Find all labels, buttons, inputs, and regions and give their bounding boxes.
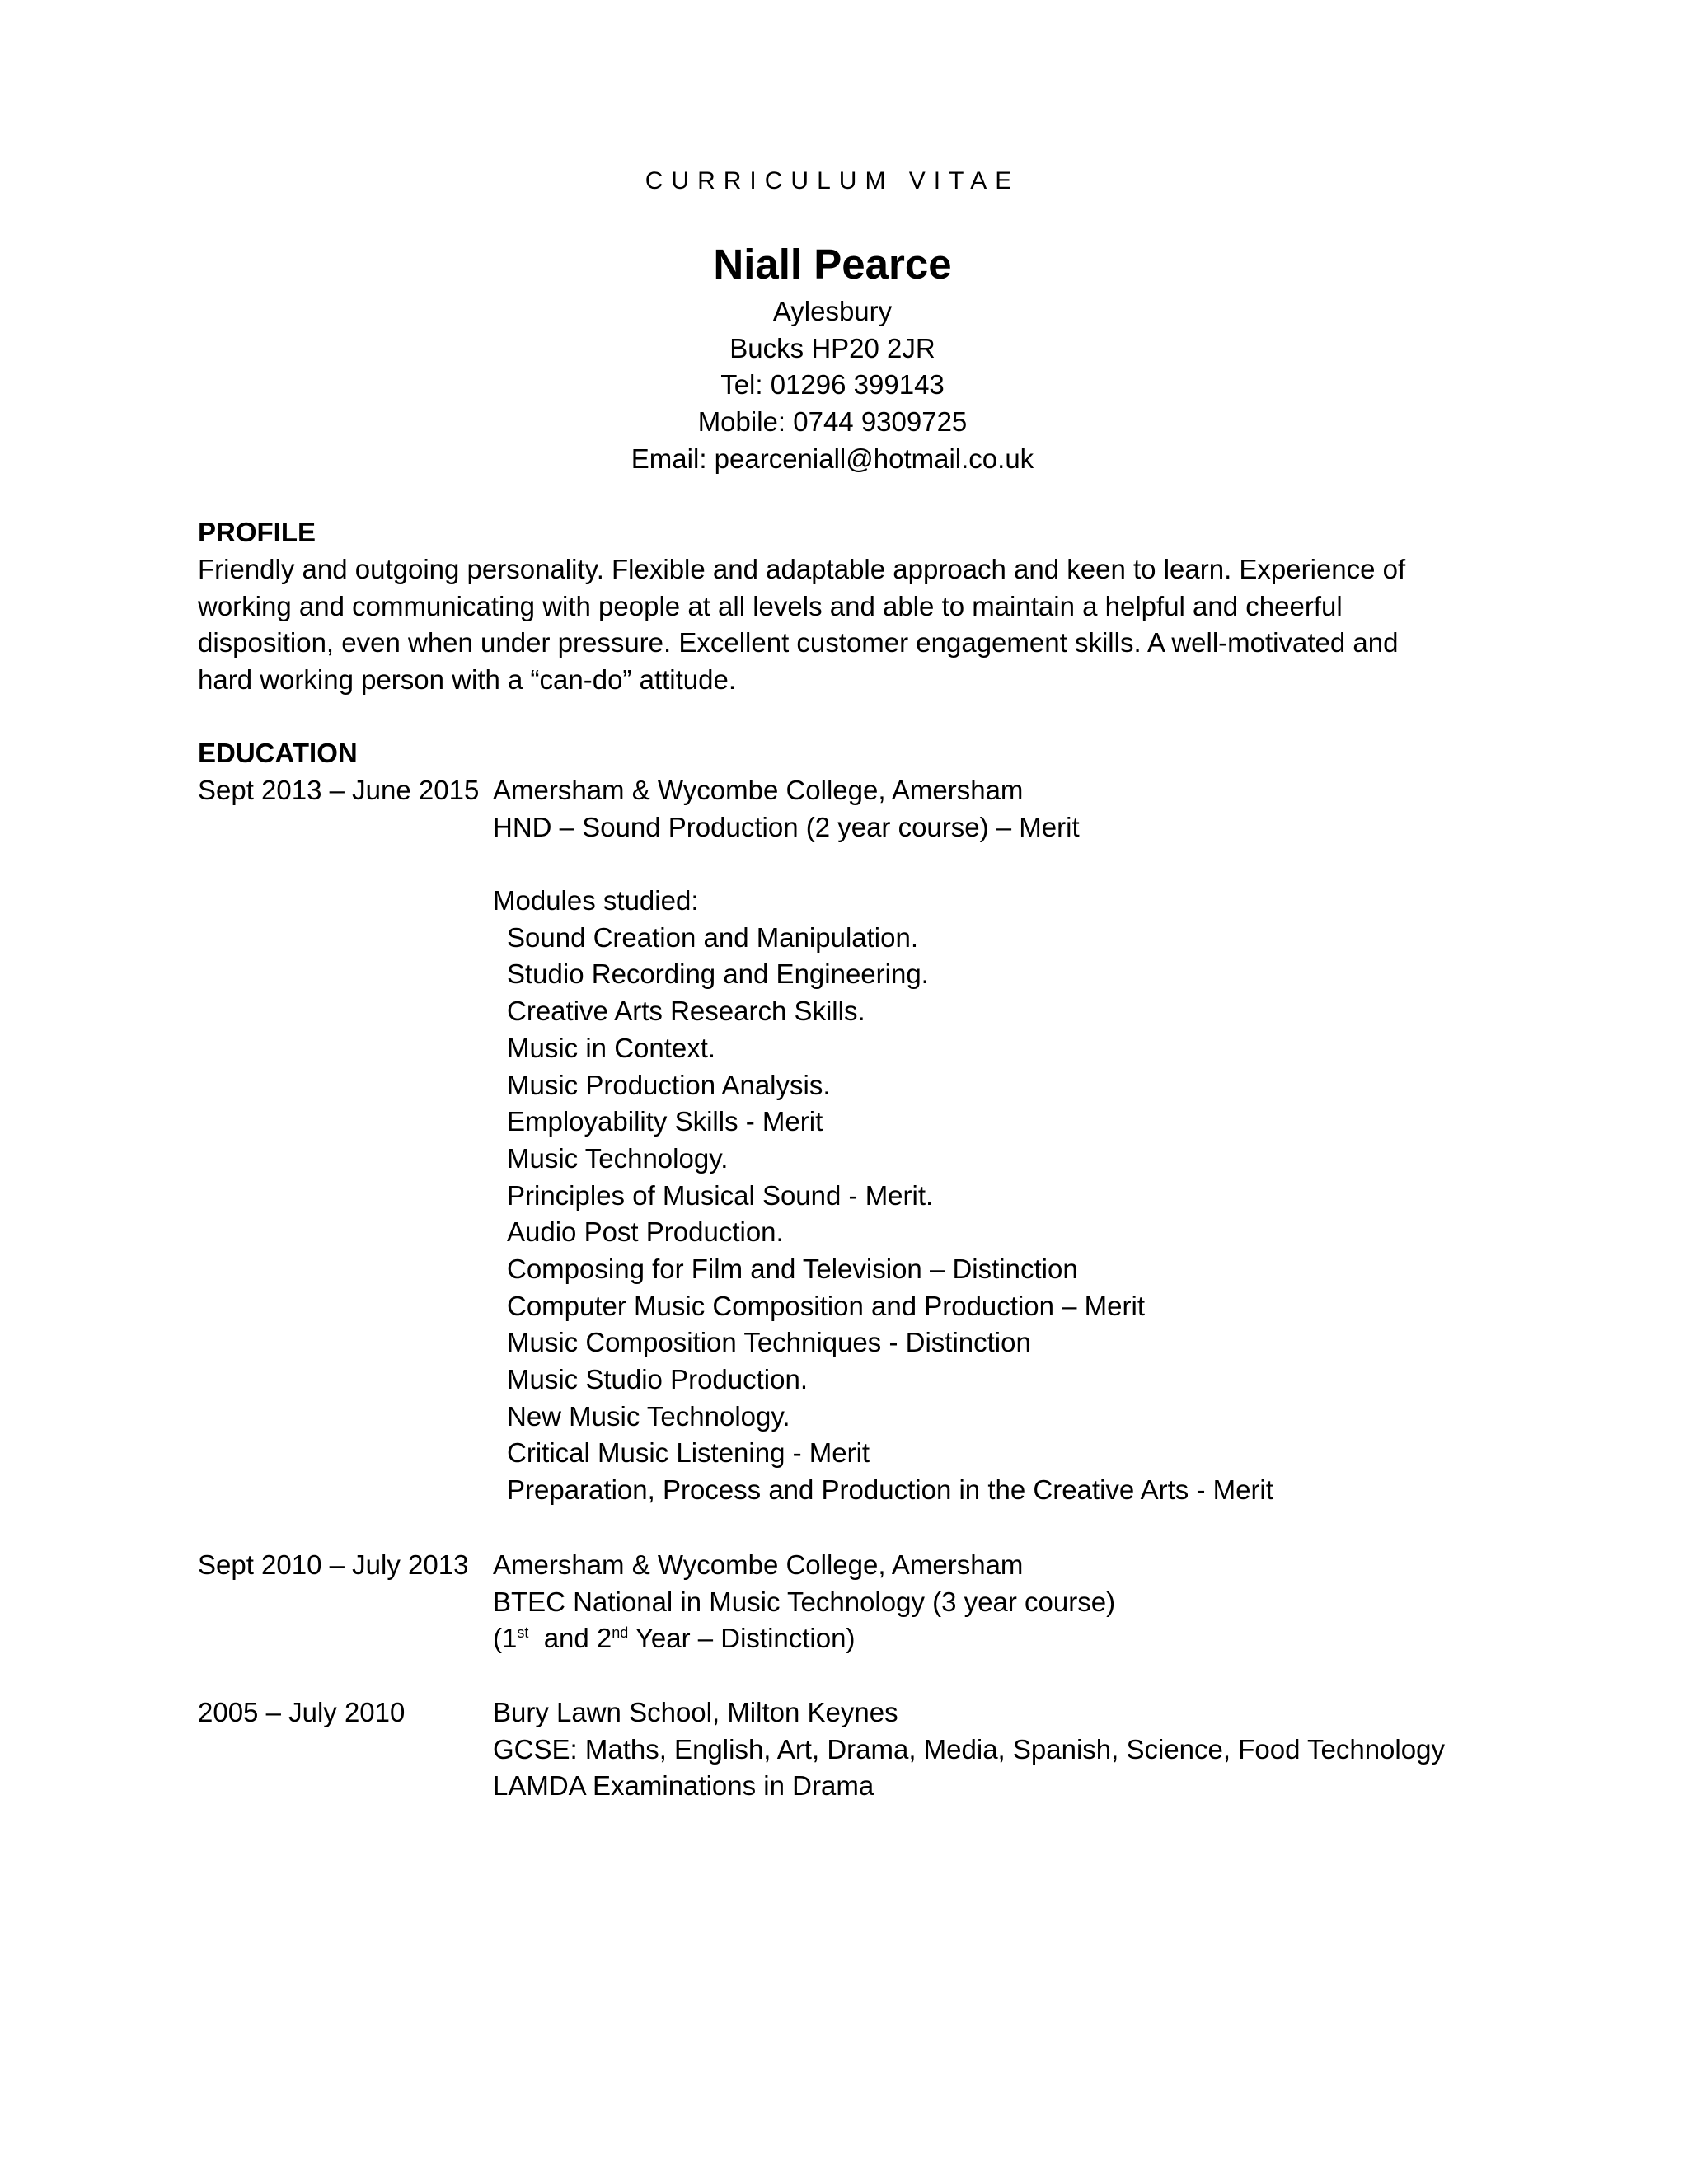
module-item: Sound Creation and Manipulation. <box>507 921 919 953</box>
gcse-subjects: GCSE: Maths, English, Art, Drama, Media, Spanish, Science, Food Technology <box>493 1733 1445 1765</box>
mobile: Mobile: 0744 9309725 <box>697 406 968 438</box>
other-qualification: LAMDA Examinations in Drama <box>493 1770 874 1802</box>
module-item: Studio Recording and Engineering. <box>507 958 929 990</box>
profile-line: working and communicating with people at all levels and able to maintain a helpful and cheerful <box>198 590 1343 621</box>
modules-label: Modules studied: <box>493 885 699 916</box>
profile-line: Friendly and outgoing personality. Flexible and adaptable approach and keen to learn. Experience of <box>198 554 1406 584</box>
module-item: Principles of Musical Sound - Merit. <box>507 1179 934 1211</box>
education-dates: 2005 – July 2010 <box>198 1697 406 1727</box>
qualification-result <box>493 1620 1498 1657</box>
institution: Amersham & Wycombe College, Amersham <box>493 775 1024 805</box>
result-ordinal-second: nd <box>612 1624 629 1642</box>
module-item: Music in Context. <box>507 1032 716 1063</box>
candidate-name: Niall Pearce <box>713 241 952 288</box>
education-details <box>493 1547 1498 1657</box>
education-dates: Sept 2010 – July 2013 <box>198 1549 469 1580</box>
profile-text <box>198 551 1484 699</box>
module-item: Composing for Film and Television – Distinction <box>507 1253 1078 1284</box>
email: Email: pearceniall@hotmail.co.uk <box>631 443 1034 474</box>
result-open: (1 <box>493 1623 518 1654</box>
profile-line: disposition, even when under pressure. Excellent customer engagement skills. A well-motivated and <box>198 627 1399 658</box>
module-item: Music Production Analysis. <box>507 1069 831 1100</box>
education-dates: Sept 2013 – June 2015 <box>198 775 480 805</box>
module-item: Critical Music Listening - Merit <box>507 1437 870 1469</box>
institution: Bury Lawn School, Milton Keynes <box>493 1697 898 1727</box>
qualification: BTEC National in Music Technology (3 year course) <box>493 1586 1116 1617</box>
module-item: Music Composition Techniques - Distinction <box>507 1327 1031 1358</box>
module-item: Music Technology. <box>507 1142 729 1174</box>
profile-heading: PROFILE <box>198 517 316 547</box>
module-item: Employability Skills - Merit <box>507 1106 823 1137</box>
spacer <box>493 846 1498 883</box>
education-details <box>493 1694 1498 1805</box>
address-postcode: Bucks HP20 2JR <box>729 332 935 363</box>
telephone: Tel: 01296 399143 <box>720 369 945 401</box>
contact-details <box>198 293 1467 477</box>
result-ordinal-first: st <box>517 1624 529 1642</box>
module-item: Computer Music Composition and Production – Merit <box>507 1290 1146 1321</box>
institution: Amersham & Wycombe College, Amersham <box>493 1549 1024 1580</box>
result-close: Year – Distinction) <box>628 1623 856 1654</box>
education-heading: EDUCATION <box>198 738 358 768</box>
module-item: Preparation, Process and Production in the Creative Arts - Merit <box>507 1474 1273 1506</box>
address-town: Aylesbury <box>772 296 893 326</box>
qualification: HND – Sound Production (2 year course) – Merit <box>493 811 1080 842</box>
module-item: New Music Technology. <box>507 1400 790 1432</box>
profile-line: hard working person with a “can-do” attitude. <box>198 664 737 696</box>
module-item: Music Studio Production. <box>507 1364 809 1394</box>
module-item: Audio Post Production. <box>507 1216 784 1248</box>
result-middle: and 2 <box>528 1623 612 1654</box>
document-heading: CURRICULUM VITAE <box>645 167 1020 194</box>
module-item: Creative Arts Research Skills. <box>507 996 865 1027</box>
education-details <box>493 772 1498 1509</box>
